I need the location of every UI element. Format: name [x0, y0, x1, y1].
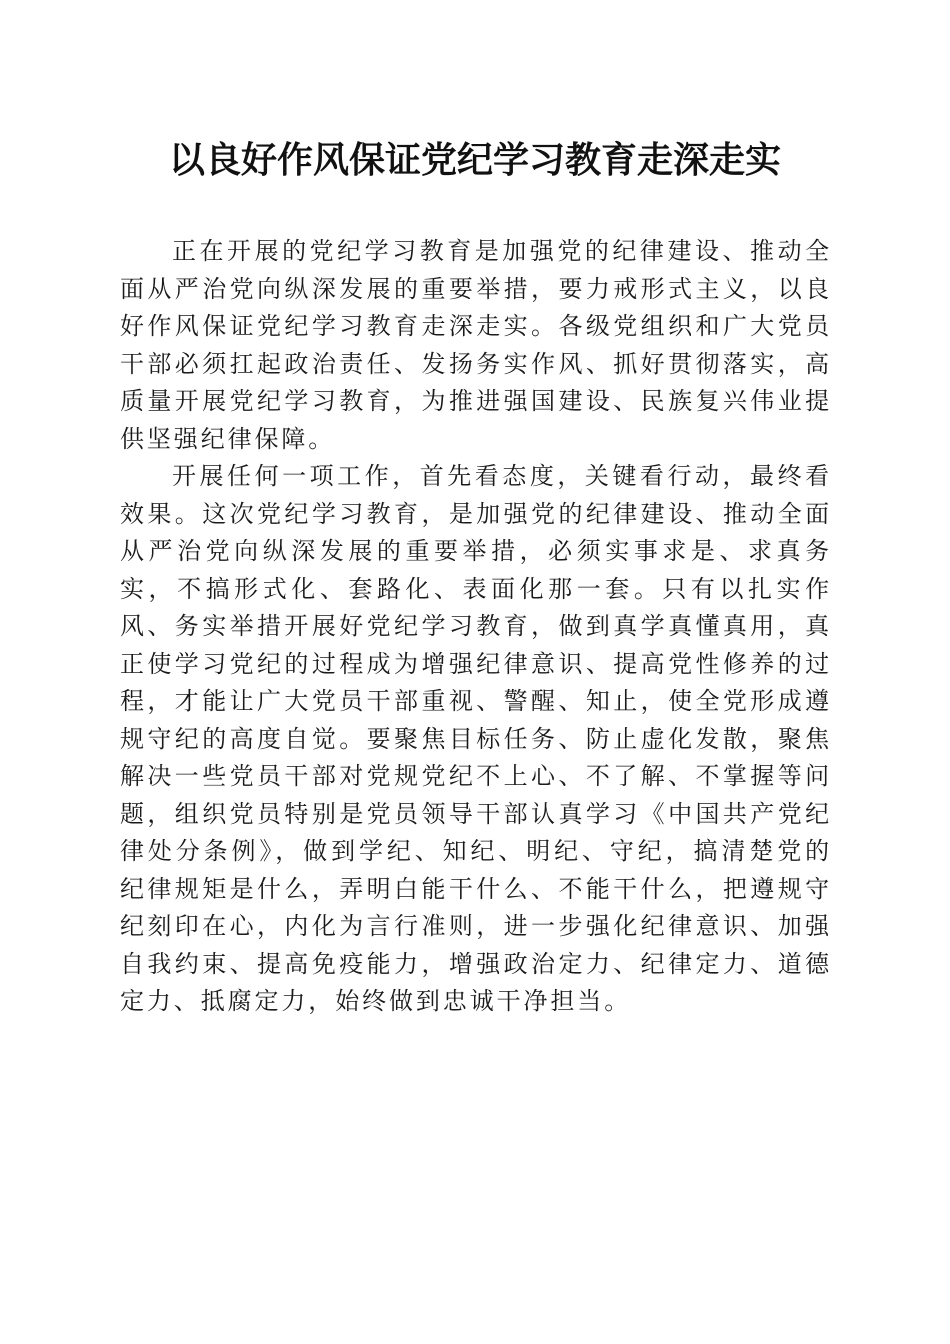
- document-title: 以良好作风保证党纪学习教育走深走实: [168, 139, 781, 181]
- paragraph-1: 正在开展的党纪学习教育是加强党的纪律建设、推动全面从严治党向纵深发展的重要举措，要力戒形式主义，以良好作风保证党纪学习教育走深走实。各级党组织和广大党员干部必须扛起政治责任、发扬务实作风、抓好贯彻落实，高质量开展党纪学习教育，为推进强国建设、民族复兴伟业提供坚强纪律保障。: [120, 237, 832, 453]
- document-body: [120, 233, 832, 1021]
- paragraph-2: 开展任何一项工作，首先看态度，关键看行动，最终看效果。这次党纪学习教育，是加强党的纪律建设、推动全面从严治党向纵深发展的重要举措，必须实事求是、求真务实，不搞形式化、套路化、表面化那一套。只有以扎实作风、务实举措开展好党纪学习教育，做到真学真懂真用，真正使学习党纪的过程成为增强纪律意识、提高党性修养的过程，才能让广大党员干部重视、警醒、知止，使全党形成遵规守纪的高度自觉。要聚焦目标任务、防止虚化发散，聚焦解决一些党员干部对党规党纪不上心、不了解、不掌握等问题，组织党员特别是党员领导干部认真学习《中国共产党纪律处分条例》，做到学纪、知纪、明纪、守纪，搞清楚党的纪律规矩是什么，弄明白能干什么、不能干什么，把遵规守纪刻印在心，内化为言行准则，进一步强化纪律意识、加强自我约束、提高免疫能力，增强政治定力、纪律定力、道德定力、抵腐定力，始终做到忠诚干净担当。: [120, 462, 832, 1015]
